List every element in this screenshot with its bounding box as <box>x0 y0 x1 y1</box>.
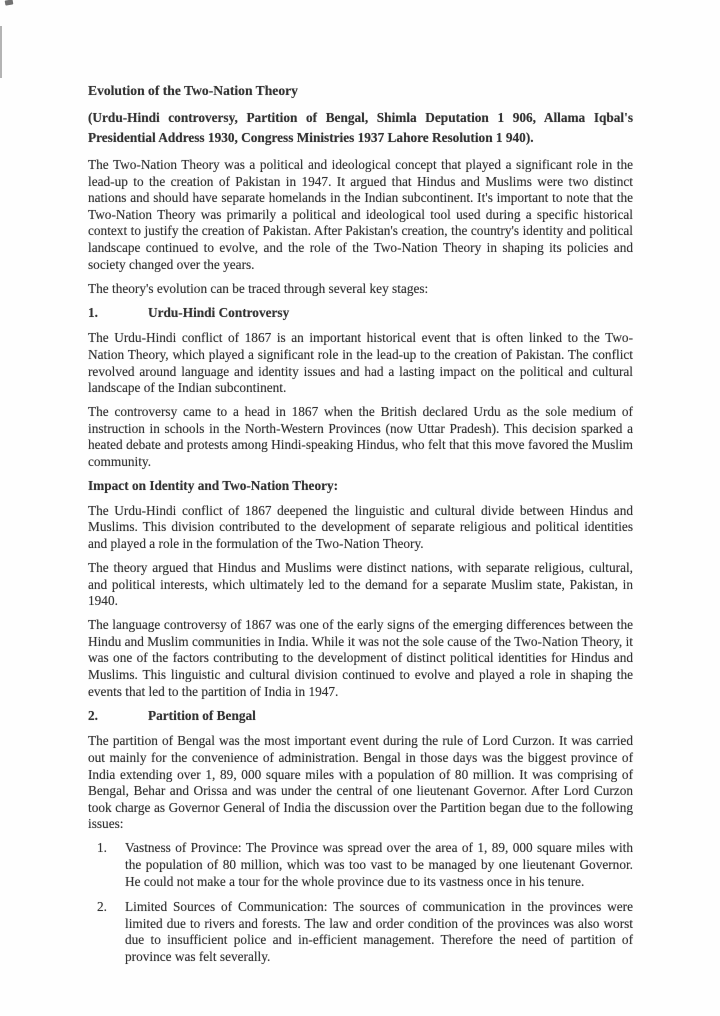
intro-paragraph: The Two-Nation Theory was a political and ideological concept that played a significant role in the lead-up to the creation of Pakistan in 1947. It argued that Hindus and Muslims were two distinct nations and should have separate homelands in the Indian subcontinent. It's important to note that the Two-Nation Theory was primarily a political and ideological tool used during a specific historical context to justify the creation of Pakistan. After Pakistan's creation, the country's identity and political landscape continued to evolve, and the role of the Two-Nation Theory in shaping its policies and society changed over the years. <box>88 157 633 272</box>
section-2-title: Partition of Bengal <box>148 707 256 723</box>
section-1-paragraph-2: The controversy came to a head in 1867 when the British declared Urdu as the sole medium of instruction in schools in the North-Western Provinces (now Uttar Pradesh). This decision sparked a heated debate and protests among Hindi-speaking Hindus, who felt that this move favored the Muslim community. <box>88 404 633 469</box>
scan-artifact-corner <box>5 0 14 6</box>
impact-paragraph-1: The Urdu-Hindi conflict of 1867 deepened the linguistic and cultural divide between Hindus and Muslims. This division contributed to the development of separate religious and political identities and played a role in the formulation of the Two-Nation Theory. <box>88 502 633 551</box>
document-title: Evolution of the Two-Nation Theory <box>88 83 298 98</box>
section-2-heading <box>88 708 633 725</box>
section-1-heading <box>88 305 633 322</box>
document-content <box>88 83 633 975</box>
issue-1-text: Vastness of Province: The Province was spread over the area of 1, 89, 000 square miles with the population of 80 million, which was too vast to be managed by one lieutenant Governor. He could not make a tour for the whole province due to its vastness once in his tenure. <box>125 840 633 889</box>
section-2-number: 2. <box>88 707 98 723</box>
impact-paragraph-3: The language controversy of 1867 was one of the early signs of the emerging differences between the Hindu and Muslim communities in India. While it was not the sole cause of the Two-Nation Theory, it was one of the factors contributing to the development of distinct political identities for Hindus and Muslims. This linguistic and cultural division continued to evolve and played a role in shaping the events that led to the partition of India in 1947. <box>88 617 633 699</box>
issue-item-1 <box>88 840 633 890</box>
impact-heading: Impact on Identity and Two-Nation Theory: <box>88 478 339 494</box>
issue-2-text: Limited Sources of Communication: The sources of communication in the provinces were limited due to rivers and forests. The law and order condition of the provinces was also worst due to insufficient police and in-efficient management. Therefore the need of partition of province was felt severally. <box>125 899 633 964</box>
section-1-title: Urdu-Hindi Controversy <box>148 304 290 320</box>
issue-item-2 <box>88 899 633 965</box>
impact-paragraph-2: The theory argued that Hindus and Muslims were distinct nations, with separate religious, cultural, and political interests, which ultimately led to the demand for a separate Muslim state, Pakistan, in 1940. <box>88 559 633 609</box>
stages-lead-paragraph: The theory's evolution can be traced through several key stages: <box>88 280 429 296</box>
document-subtitle: (Urdu-Hindi controversy, Partition of Bengal, Shimla Deputation 1 906, Allama Iqbal's Presidential Address 1930, Congress Ministries 1937 Lahore Resolution 1 940). <box>88 110 633 145</box>
section-1-paragraph-1: The Urdu-Hindi conflict of 1867 is an important historical event that is often linked to the Two-Nation Theory, which played a significant role in the lead-up to the creation of Pakistan. The conflict revolved around language and identity issues and had a lasting impact on the political and cultural landscape of the Indian subcontinent. <box>88 330 633 396</box>
section-1-number: 1. <box>88 304 98 320</box>
scan-artifact-edge <box>0 26 2 78</box>
issue-1-number: 1. <box>97 840 107 856</box>
issue-2-number: 2. <box>97 899 107 915</box>
section-2-paragraph-1: The partition of Bengal was the most important event during the rule of Lord Curzon. It was carried out mainly for the convenience of administration. Bengal in those days was the biggest province of India extending over 1, 89, 000 square miles with a population of 80 million. It was comprising of Bengal, Behar and Orissa and was under the central of one lieutenant Governor. After Lord Curzon took charge as Governor General of India the discussion over the Partition began due to the following issues: <box>88 733 633 832</box>
